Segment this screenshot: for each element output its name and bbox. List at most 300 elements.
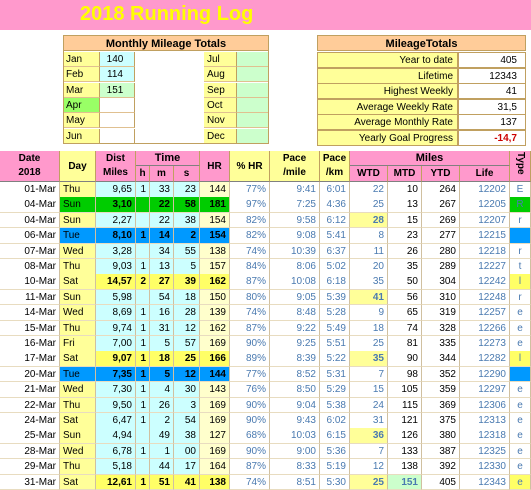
cell-dist[interactable]: 5,98 — [96, 290, 136, 306]
cell-pct: 90% — [230, 398, 270, 414]
cell-dist[interactable]: 3,28 — [96, 244, 136, 260]
time-h-header: h — [136, 166, 150, 182]
cell-life: 12313 — [460, 413, 510, 429]
cell-pace: 9:00 — [270, 444, 320, 460]
cell-day: Sat — [60, 274, 96, 290]
month-name-sep: Sep — [204, 83, 237, 98]
month-name-mar: Mar — [63, 83, 100, 98]
cell-ytd: 335 — [422, 336, 460, 352]
cell-pace: 8:52 — [270, 367, 320, 383]
cell-life: 12207 — [460, 213, 510, 229]
table-row[interactable] — [0, 475, 531, 490]
cell-pkm: 5:29 — [320, 382, 350, 398]
cell-pkm: 6:02 — [320, 413, 350, 429]
cell-pkm: 5:51 — [320, 336, 350, 352]
cell-life: 12242 — [460, 274, 510, 290]
table-row[interactable] — [0, 274, 531, 290]
cell-h[interactable]: 2 — [136, 274, 150, 290]
cell-pace: 9:41 — [270, 182, 320, 198]
cell-wtd: 25 — [350, 475, 388, 490]
cell-dist[interactable]: 7,30 — [96, 382, 136, 398]
cell-date: 11-Mar — [0, 290, 60, 306]
cell-h[interactable]: 1 — [136, 413, 150, 429]
table-row[interactable] — [0, 305, 531, 321]
cell-h[interactable] — [136, 244, 150, 260]
month-value-dec[interactable] — [237, 129, 269, 144]
wtd-header: WTD — [350, 166, 388, 182]
cell-dist[interactable]: 9,65 — [96, 182, 136, 198]
table-row[interactable] — [0, 398, 531, 414]
cell-hr[interactable]: 138 — [200, 244, 230, 260]
cell-m[interactable]: 31 — [150, 321, 174, 337]
cell-s[interactable]: 17 — [174, 459, 200, 475]
day-header: Day — [60, 151, 96, 182]
cell-h[interactable]: 1 — [136, 367, 150, 383]
cell-pkm: 6:15 — [320, 428, 350, 444]
cell-date: 04-Mar — [0, 197, 60, 213]
cell-hr[interactable]: 143 — [200, 382, 230, 398]
cell-m[interactable]: 1 — [150, 444, 174, 460]
cell-ytd: 319 — [422, 305, 460, 321]
cell-life: 12257 — [460, 305, 510, 321]
cell-h[interactable]: 1 — [136, 382, 150, 398]
cell-life: 12306 — [460, 398, 510, 414]
cell-h[interactable]: 1 — [136, 321, 150, 337]
cell-wtd: 9 — [350, 305, 388, 321]
cell-wtd: 7 — [350, 444, 388, 460]
cell-type: R — [510, 197, 531, 213]
table-row[interactable] — [0, 259, 531, 275]
cell-dist[interactable]: 9,74 — [96, 321, 136, 337]
cell-type: e — [510, 459, 531, 475]
month-value-jan[interactable]: 140 — [100, 52, 135, 67]
cell-wtd: 35 — [350, 351, 388, 367]
table-row[interactable] — [0, 197, 531, 213]
cell-s[interactable]: 55 — [174, 244, 200, 260]
cell-day: Thu — [60, 321, 96, 337]
cell-date: 08-Mar — [0, 259, 60, 275]
cell-dist[interactable]: 9,07 — [96, 351, 136, 367]
cell-pct: 97% — [230, 197, 270, 213]
cell-pace: 8:50 — [270, 382, 320, 398]
cell-s[interactable]: 28 — [174, 305, 200, 321]
date-header-line1: Date — [18, 153, 41, 164]
cell-ytd: 267 — [422, 197, 460, 213]
cell-date: 10-Mar — [0, 274, 60, 290]
cell-life: 12282 — [460, 351, 510, 367]
monthly-mileage-title: Monthly Mileage Totals — [63, 35, 269, 51]
cell-h[interactable]: 1 — [136, 182, 150, 198]
table-row[interactable] — [0, 228, 531, 244]
cell-pct: 74% — [230, 475, 270, 490]
month-name-nov: Nov — [204, 113, 237, 128]
life-header: Life — [460, 166, 510, 182]
table-row[interactable] — [0, 321, 531, 337]
cell-mtd: 50 — [388, 274, 422, 290]
cell-m[interactable]: 18 — [150, 351, 174, 367]
totals-label-5: Yearly Goal Progress — [317, 130, 458, 146]
cell-hr[interactable]: 181 — [200, 197, 230, 213]
cell-pkm: 5:19 — [320, 459, 350, 475]
cell-day: Wed — [60, 244, 96, 260]
time-header: Time — [136, 151, 200, 166]
cell-ytd: 352 — [422, 367, 460, 383]
cell-hr[interactable]: 127 — [200, 428, 230, 444]
cell-h[interactable]: 1 — [136, 305, 150, 321]
cell-wtd: 25 — [350, 197, 388, 213]
cell-dist[interactable]: 14,57 — [96, 274, 136, 290]
cell-ytd: 405 — [422, 475, 460, 490]
cell-h[interactable]: 1 — [136, 336, 150, 352]
cell-life: 12202 — [460, 182, 510, 198]
cell-pace: 8:39 — [270, 351, 320, 367]
cell-hr[interactable]: 144 — [200, 182, 230, 198]
cell-s[interactable]: 58 — [174, 197, 200, 213]
cell-ytd: 369 — [422, 398, 460, 414]
mtd-header: MTD — [388, 166, 422, 182]
time-m-header: m — [150, 166, 174, 182]
cell-s[interactable]: 39 — [174, 274, 200, 290]
cell-dist[interactable]: 12,61 — [96, 475, 136, 490]
cell-ytd: 264 — [422, 182, 460, 198]
cell-day: Tue — [60, 367, 96, 383]
cell-ytd: 387 — [422, 444, 460, 460]
cell-hr[interactable]: 169 — [200, 398, 230, 414]
cell-type: e — [510, 305, 531, 321]
cell-type: t — [510, 259, 531, 275]
cell-h[interactable] — [136, 213, 150, 229]
cell-s[interactable]: 3 — [174, 398, 200, 414]
cell-date: 04-Mar — [0, 213, 60, 229]
table-row[interactable] — [0, 367, 531, 383]
cell-pkm: 6:12 — [320, 213, 350, 229]
month-value-sep[interactable] — [237, 83, 269, 98]
month-name-dec: Dec — [204, 129, 237, 144]
cell-m[interactable]: 26 — [150, 398, 174, 414]
cell-date: 15-Mar — [0, 321, 60, 337]
cell-h[interactable] — [136, 428, 150, 444]
cell-pace: 8:33 — [270, 459, 320, 475]
cell-dist[interactable]: 5,18 — [96, 459, 136, 475]
cell-hr[interactable]: 150 — [200, 290, 230, 306]
cell-hr[interactable]: 166 — [200, 351, 230, 367]
cell-pace: 9:43 — [270, 413, 320, 429]
cell-m[interactable]: 5 — [150, 367, 174, 383]
cell-mtd: 35 — [388, 259, 422, 275]
table-row[interactable] — [0, 213, 531, 229]
table-row[interactable] — [0, 413, 531, 429]
cell-dist[interactable]: 9,50 — [96, 398, 136, 414]
type-header-label: Type — [515, 152, 526, 175]
cell-pace: 9:22 — [270, 321, 320, 337]
cell-wtd: 36 — [350, 428, 388, 444]
cell-day: Sun — [60, 197, 96, 213]
totals-label-2: Highest Weekly — [317, 83, 458, 99]
cell-pkm: 6:37 — [320, 244, 350, 260]
cell-pace: 9:58 — [270, 213, 320, 229]
cell-ytd: 328 — [422, 321, 460, 337]
month-name-may: May — [63, 113, 100, 128]
cell-pkm: 6:18 — [320, 274, 350, 290]
cell-mtd: 90 — [388, 351, 422, 367]
cell-s[interactable]: 18 — [174, 290, 200, 306]
cell-dist[interactable]: 8,69 — [96, 305, 136, 321]
page-title: 2018 Running Log — [80, 3, 254, 25]
cell-day: Thu — [60, 398, 96, 414]
cell-h[interactable] — [136, 459, 150, 475]
cell-s[interactable]: 12 — [174, 367, 200, 383]
cell-day: Sun — [60, 428, 96, 444]
type-header — [510, 151, 531, 182]
cell-dist[interactable]: 7,35 — [96, 367, 136, 383]
pace-km-header-line1: Pace — [322, 153, 347, 164]
cell-mtd: 15 — [388, 213, 422, 229]
cell-mtd: 138 — [388, 459, 422, 475]
cell-type: E — [510, 182, 531, 198]
table-row[interactable] — [0, 428, 531, 444]
cell-date: 01-Mar — [0, 182, 60, 198]
cell-life: 12343 — [460, 475, 510, 490]
cell-dist[interactable]: 8,10 — [96, 228, 136, 244]
cell-ytd: 380 — [422, 428, 460, 444]
cell-m[interactable]: 5 — [150, 336, 174, 352]
cell-pct: 77% — [230, 182, 270, 198]
cell-pkm: 5:31 — [320, 367, 350, 383]
cell-day: Sat — [60, 413, 96, 429]
cell-date: 17-Mar — [0, 351, 60, 367]
month-name-jul: Jul — [204, 52, 237, 67]
cell-pace: 9:08 — [270, 228, 320, 244]
cell-dist[interactable]: 2,27 — [96, 213, 136, 229]
mileage-totals-title: MileageTotals — [317, 35, 526, 51]
cell-h[interactable]: 1 — [136, 444, 150, 460]
cell-mtd: 23 — [388, 228, 422, 244]
cell-life: 12318 — [460, 428, 510, 444]
cell-mtd: 133 — [388, 444, 422, 460]
cell-wtd: 11 — [350, 244, 388, 260]
cell-pct: 90% — [230, 336, 270, 352]
month-value-may[interactable] — [100, 113, 135, 128]
cell-day: Tue — [60, 228, 96, 244]
cell-pkm: 5:49 — [320, 321, 350, 337]
totals-label-3: Average Weekly Rate — [317, 99, 458, 115]
cell-s[interactable]: 23 — [174, 182, 200, 198]
cell-day: Sun — [60, 213, 96, 229]
cell-s[interactable]: 38 — [174, 428, 200, 444]
cell-m[interactable]: 2 — [150, 413, 174, 429]
cell-h[interactable]: 1 — [136, 259, 150, 275]
table-row[interactable] — [0, 459, 531, 475]
cell-type — [510, 367, 531, 383]
cell-s[interactable]: 38 — [174, 213, 200, 229]
cell-date: 28-Mar — [0, 444, 60, 460]
cell-type: e — [510, 398, 531, 414]
cell-pct: 90% — [230, 444, 270, 460]
cell-pace: 9:04 — [270, 398, 320, 414]
cell-date: 16-Mar — [0, 336, 60, 352]
cell-life: 12266 — [460, 321, 510, 337]
cell-hr[interactable]: 164 — [200, 459, 230, 475]
cell-dist[interactable]: 7,00 — [96, 336, 136, 352]
cell-wtd: 20 — [350, 259, 388, 275]
cell-pace: 8:48 — [270, 305, 320, 321]
month-name-apr: Apr — [63, 98, 100, 113]
date-header-line2: 2018 — [18, 167, 41, 178]
cell-day: Thu — [60, 259, 96, 275]
cell-pct: 68% — [230, 428, 270, 444]
cell-m[interactable]: 22 — [150, 213, 174, 229]
cell-h[interactable]: 1 — [136, 228, 150, 244]
cell-s[interactable]: 12 — [174, 321, 200, 337]
cell-pace: 9:25 — [270, 336, 320, 352]
cell-type: r — [510, 213, 531, 229]
cell-mtd: 98 — [388, 367, 422, 383]
cell-hr[interactable]: 162 — [200, 274, 230, 290]
month-name-jun: Jun — [63, 129, 100, 144]
cell-hr[interactable]: 169 — [200, 413, 230, 429]
table-row[interactable] — [0, 382, 531, 398]
cell-m[interactable]: 22 — [150, 197, 174, 213]
cell-dist[interactable]: 4,94 — [96, 428, 136, 444]
cell-pct: 90% — [230, 413, 270, 429]
table-row[interactable] — [0, 290, 531, 306]
cell-m[interactable]: 54 — [150, 290, 174, 306]
table-row[interactable] — [0, 244, 531, 260]
cell-m[interactable]: 33 — [150, 182, 174, 198]
table-row[interactable] — [0, 351, 531, 367]
cell-dist[interactable]: 6,47 — [96, 413, 136, 429]
cell-m[interactable]: 44 — [150, 459, 174, 475]
cell-pct: 77% — [230, 367, 270, 383]
cell-pct: 84% — [230, 259, 270, 275]
cell-dist[interactable]: 6,78 — [96, 444, 136, 460]
cell-hr[interactable]: 154 — [200, 213, 230, 229]
totals-label-0: Year to date — [317, 52, 458, 68]
cell-date: 07-Mar — [0, 244, 60, 260]
cell-mtd: 115 — [388, 398, 422, 414]
cell-dist[interactable]: 9,03 — [96, 259, 136, 275]
cell-dist[interactable]: 3,10 — [96, 197, 136, 213]
cell-life: 12290 — [460, 367, 510, 383]
cell-pkm: 5:22 — [320, 351, 350, 367]
cell-hr[interactable]: 169 — [200, 336, 230, 352]
cell-h[interactable] — [136, 197, 150, 213]
month-value-jul[interactable] — [237, 52, 269, 67]
cell-pace: 7:25 — [270, 197, 320, 213]
month-value-nov[interactable] — [237, 113, 269, 128]
cell-h[interactable]: 1 — [136, 475, 150, 490]
cell-m[interactable]: 16 — [150, 305, 174, 321]
month-value-mar[interactable]: 151 — [100, 83, 135, 98]
cell-hr[interactable]: 138 — [200, 475, 230, 490]
month-value-jun[interactable] — [100, 129, 135, 144]
cell-pkm: 5:28 — [320, 305, 350, 321]
cell-date: 22-Mar — [0, 398, 60, 414]
month-name-oct: Oct — [204, 98, 237, 113]
month-value-feb[interactable]: 114 — [100, 67, 135, 82]
cell-hr[interactable]: 169 — [200, 444, 230, 460]
cell-life: 12248 — [460, 290, 510, 306]
table-row[interactable] — [0, 182, 531, 198]
totals-value-3: 31,5 — [458, 99, 526, 115]
cell-h[interactable]: 1 — [136, 351, 150, 367]
dist-header-line1: Dist — [106, 153, 125, 164]
cell-date: 25-Mar — [0, 428, 60, 444]
cell-type: e — [510, 321, 531, 337]
cell-day: Wed — [60, 444, 96, 460]
cell-pkm: 6:01 — [320, 182, 350, 198]
table-row[interactable] — [0, 444, 531, 460]
month-value-oct[interactable] — [237, 98, 269, 113]
cell-date: 06-Mar — [0, 228, 60, 244]
cell-life: 12273 — [460, 336, 510, 352]
cell-wtd: 12 — [350, 459, 388, 475]
cell-day: Wed — [60, 305, 96, 321]
cell-m[interactable]: 49 — [150, 428, 174, 444]
totals-value-4: 137 — [458, 114, 526, 130]
cell-m[interactable]: 13 — [150, 259, 174, 275]
cell-mtd: 105 — [388, 382, 422, 398]
cell-mtd: 151 — [388, 475, 422, 490]
month-name-feb: Feb — [63, 67, 100, 82]
cell-type: e — [510, 444, 531, 460]
cell-life: 12325 — [460, 444, 510, 460]
cell-pkm: 5:38 — [320, 398, 350, 414]
cell-wtd: 24 — [350, 398, 388, 414]
cell-s[interactable]: 2 — [174, 228, 200, 244]
table-row[interactable] — [0, 336, 531, 352]
cell-pct: 87% — [230, 321, 270, 337]
cell-s[interactable]: 00 — [174, 444, 200, 460]
cell-s[interactable]: 25 — [174, 351, 200, 367]
cell-s[interactable]: 57 — [174, 336, 200, 352]
cell-s[interactable]: 30 — [174, 382, 200, 398]
cell-s[interactable]: 5 — [174, 259, 200, 275]
cell-ytd: 304 — [422, 274, 460, 290]
cell-hr[interactable]: 162 — [200, 321, 230, 337]
cell-type: l — [510, 351, 531, 367]
totals-value-5: -14,7 — [458, 130, 526, 146]
cell-pct: 82% — [230, 228, 270, 244]
month-value-aug[interactable] — [237, 67, 269, 82]
cell-hr[interactable]: 139 — [200, 305, 230, 321]
cell-day: Sat — [60, 351, 96, 367]
cell-hr[interactable]: 144 — [200, 367, 230, 383]
cell-hr[interactable]: 154 — [200, 228, 230, 244]
dist-header — [96, 151, 136, 182]
month-value-apr[interactable] — [100, 98, 135, 113]
cell-type: e — [510, 413, 531, 429]
cell-h[interactable] — [136, 290, 150, 306]
cell-m[interactable]: 34 — [150, 244, 174, 260]
cell-life: 12297 — [460, 382, 510, 398]
cell-s[interactable]: 54 — [174, 413, 200, 429]
cell-m[interactable]: 14 — [150, 228, 174, 244]
cell-m[interactable]: 27 — [150, 274, 174, 290]
cell-m[interactable]: 51 — [150, 475, 174, 490]
cell-pace: 8:06 — [270, 259, 320, 275]
totals-value-1: 12343 — [458, 68, 526, 84]
cell-hr[interactable]: 157 — [200, 259, 230, 275]
cell-h[interactable]: 1 — [136, 398, 150, 414]
cell-m[interactable]: 4 — [150, 382, 174, 398]
cell-s[interactable]: 41 — [174, 475, 200, 490]
cell-day: Wed — [60, 382, 96, 398]
cell-pace: 10:08 — [270, 274, 320, 290]
cell-life: 12215 — [460, 228, 510, 244]
cell-ytd: 280 — [422, 244, 460, 260]
pct-hr-header: % HR — [230, 151, 270, 182]
